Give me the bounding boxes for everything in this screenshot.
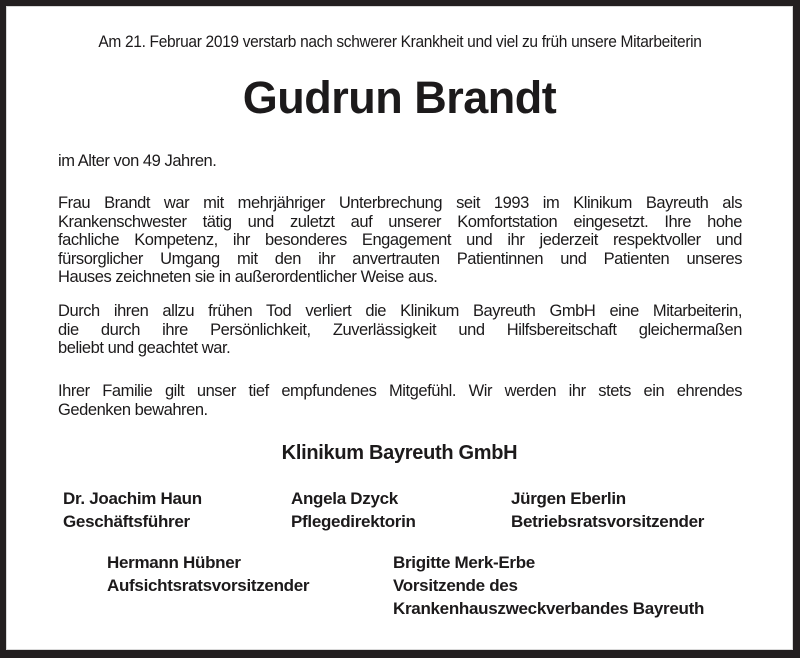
company-name: Klinikum Bayreuth GmbH — [281, 442, 518, 464]
obituary-notice — [6, 6, 793, 650]
paragraph-loss — [58, 302, 742, 358]
paragraph-line: Ihrer Familie gilt unser tief empfundenes Mitgefühl. Wir werden ihr stets ein ehrendes — [58, 382, 742, 400]
paragraph-line: Durch ihren allzu frühen Tod verliert die Klinikum Bayreuth GmbH eine Mitarbeiterin, — [58, 302, 742, 320]
signatory — [511, 487, 704, 533]
paragraph-line: fachliche Kompetenz, ihr besonderes Engagement und ihr jederzeit respektvoller und — [58, 231, 742, 250]
signatory — [107, 551, 309, 597]
signatory-title: Geschäftsführer — [63, 512, 190, 531]
paragraph-line: Hauses zeichneten sie in außerordentlicher Weise aus. — [58, 268, 438, 287]
age-line: im Alter von 49 Jahren. — [58, 152, 217, 170]
paragraph-line: fürsorglicher Umgang mit den ihr anvertrauten Patientinnen und Patienten unseres — [58, 249, 742, 268]
signatory-title: Betriebsratsvorsitzender — [511, 512, 705, 531]
signatory-title: Krankenhauszweckverbandes Bayreuth — [393, 599, 705, 618]
signatory-name: Jürgen Eberlin — [511, 489, 626, 508]
signatory-title: Aufsichtsratsvorsitzender — [107, 576, 310, 595]
paragraph-condolence — [58, 382, 742, 419]
signatory — [393, 551, 704, 620]
paragraph-line: die durch ihre Persönlichkeit, Zuverlässigkeit und Hilfsbereitschaft gleichermaßen — [58, 320, 742, 339]
signatory-name: Brigitte Merk-Erbe — [393, 553, 535, 572]
paragraph-line: Frau Brandt war mit mehrjähriger Unterbrechung seit 1993 im Klinikum Bayreuth als — [58, 194, 742, 212]
signatory-name: Hermann Hübner — [107, 553, 241, 572]
signatory-name: Dr. Joachim Haun — [63, 489, 202, 508]
signatory-title: Pflegedirektorin — [291, 512, 416, 531]
paragraph-line: Gedenken bewahren. — [58, 400, 208, 419]
signatory-title: Vorsitzende des — [393, 576, 518, 595]
deceased-name: Gudrun Brandt — [242, 72, 557, 123]
paragraph-line: Krankenschwester tätig und zuletzt auf unserer Komfortstation eingesetzt. Ihre hohe — [58, 212, 742, 231]
paragraph-line: beliebt und geachtet war. — [58, 339, 231, 358]
intro-line: Am 21. Februar 2019 verstarb nach schwerer Krankheit und viel zu früh unsere Mitarbeiterin — [98, 33, 702, 51]
signatory-name: Angela Dzyck — [291, 489, 398, 508]
signatory — [63, 487, 202, 533]
paragraph-career — [58, 194, 742, 287]
signatory — [291, 487, 416, 533]
